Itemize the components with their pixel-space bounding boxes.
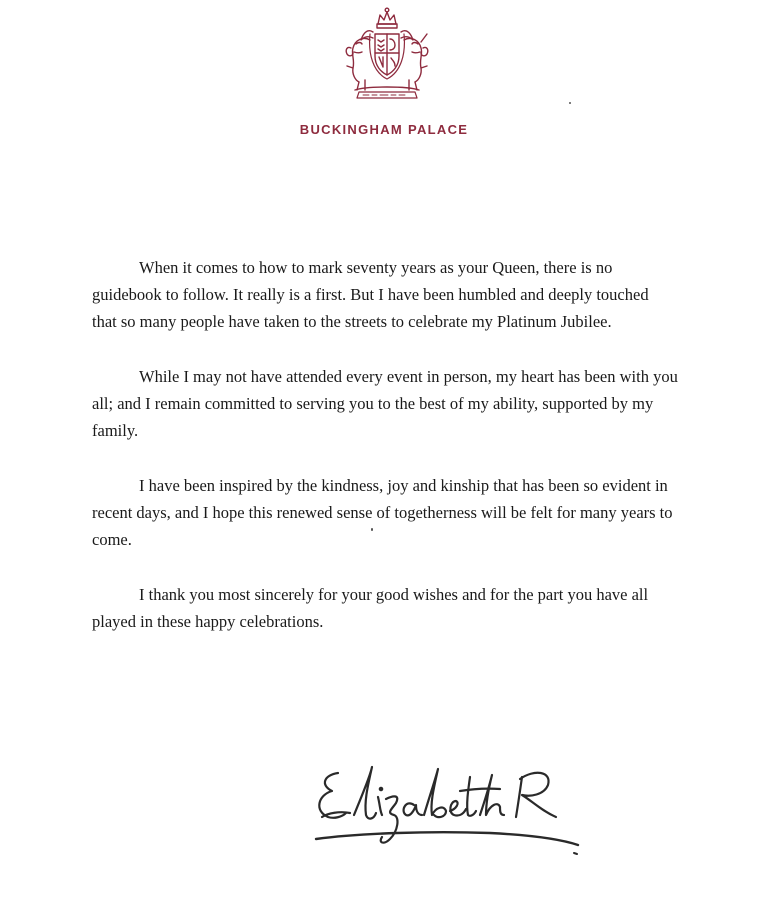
handwritten-signature bbox=[310, 755, 595, 870]
royal-coat-of-arms-icon bbox=[337, 4, 437, 104]
letter-body bbox=[92, 254, 692, 663]
letter-paragraph: When it comes to how to mark seventy years as your Queen, there is no guidebook to follow. It really is a first. But I have been humbled and deeply touched that so many people have taken to the streets to celebrate my Platinum Jubilee. bbox=[92, 258, 649, 331]
letter-paragraph: I thank you most sincerely for your good wishes and for the part you have all played in these happy celebrations. bbox=[92, 585, 649, 631]
paper-speck bbox=[569, 102, 571, 104]
letterhead-address: BUCKINGHAM PALACE bbox=[299, 122, 469, 137]
letter-paragraph: While I may not have attended every event in person, my heart has been with you all; and I remain committed to serving you to the best of my ability, supported by my family. bbox=[92, 367, 678, 440]
letter-paragraph: I have been inspired by the kindness, joy and kinship that has been so evident in recent days, and I hope this renewed sense of togetherness will be felt for many years to come. bbox=[92, 476, 673, 549]
